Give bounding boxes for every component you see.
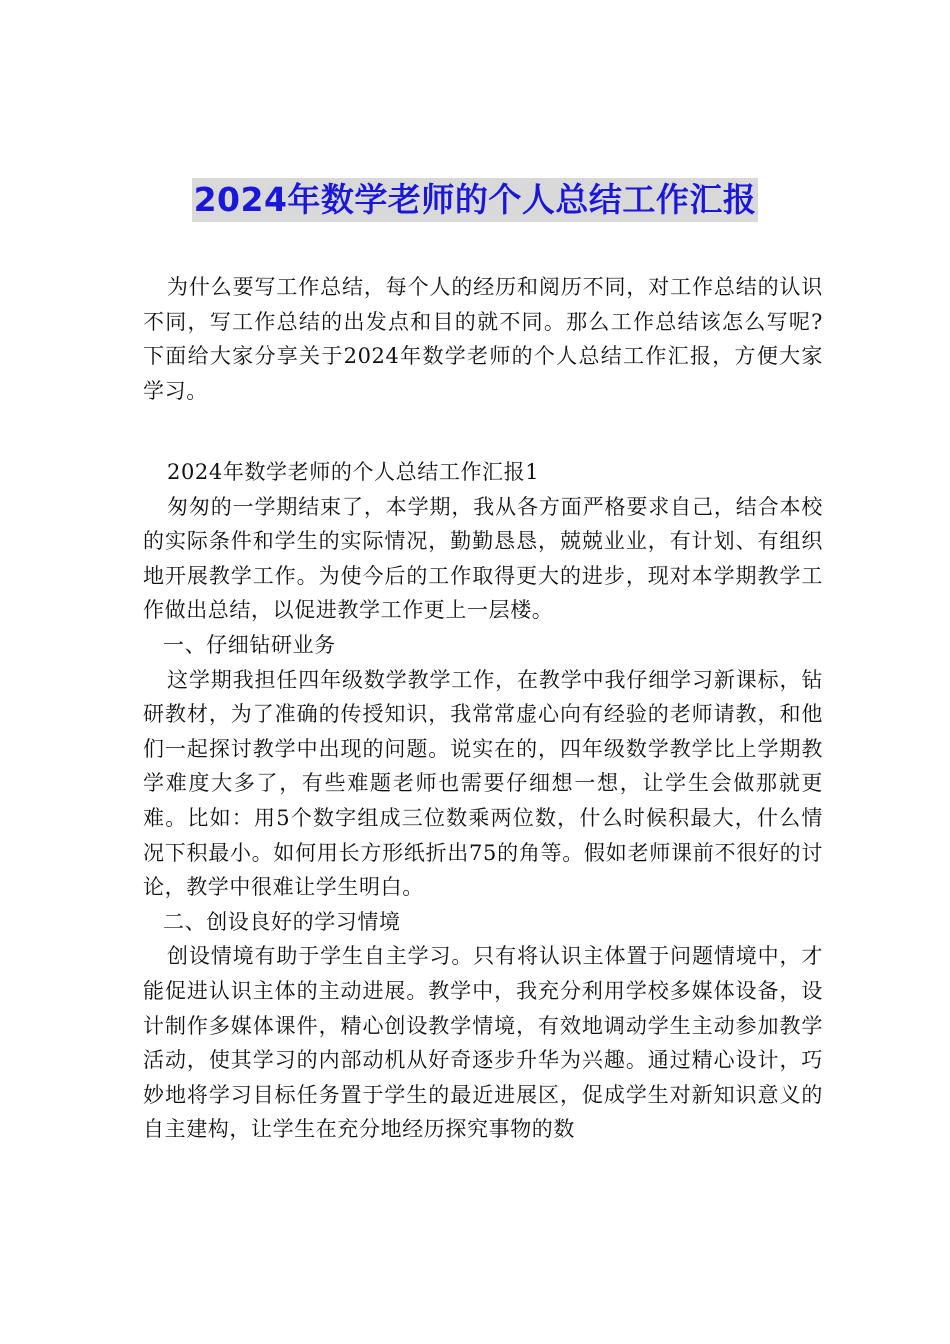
- main-content: [143, 455, 823, 1147]
- intro-paragraph: 为什么要写工作总结，每个人的经历和阅历不同，对工作总结的认识不同，写工作总结的出发点和目的就不同。那么工作总结该怎么写呢?下面给大家分享关于2024年数学老师的个人总结工作汇报，方便大家学习。: [143, 275, 823, 403]
- paragraph-1: 匆匆的一学期结束了，本学期，我从各方面严格要求自己，结合本校的实际条件和学生的实际情况，勤勤恳恳，兢兢业业，有计划、有组织地开展教学工作。为使今后的工作取得更大的进步，现对本学期教学工作做出总结，以促进教学工作更上一层楼。: [143, 494, 823, 623]
- section-heading-1: 一、仔细钻研业务: [163, 632, 336, 657]
- section-heading-2: 二、创设良好的学习情境: [163, 909, 401, 934]
- subtitle: 2024年数学老师的个人总结工作汇报1: [167, 460, 540, 484]
- title-container: [0, 178, 950, 222]
- intro-block: [143, 270, 823, 408]
- paragraph-2: 这学期我担任四年级数学教学工作，在教学中我仔细学习新课标，钻研教材，为了准确的传授知识，我常常虚心向有经验的老师请教，和他们一起探讨教学中出现的问题。说实在的，四年级数学教学比上学期教学难度大多了，有些难题老师也需要仔细想一想，让学生会做那就更难。比如：用5个数字组成三位数乘两位数，什么时候积最大，什么情况下积最小。如何用长方形纸折出75的角等。假如老师课前不很好的讨论，教学中很难让学生明白。: [143, 667, 823, 900]
- paragraph-3: 创设情境有助于学生自主学习。只有将认识主体置于问题情境中，才能促进认识主体的主动进展。教学中，我充分利用学校多媒体设备，设计制作多媒体课件，精心创设教学情境，有效地调动学生主动参加教学活动，使其学习的内部动机从好奇逐步升华为兴趣。通过精心设计，巧妙地将学习目标任务置于学生的最近进展区，促成学生对新知识意义的自主建构，让学生在充分地经历探究事物的数: [143, 944, 823, 1142]
- document-title: 2024年数学老师的个人总结工作汇报: [192, 178, 759, 222]
